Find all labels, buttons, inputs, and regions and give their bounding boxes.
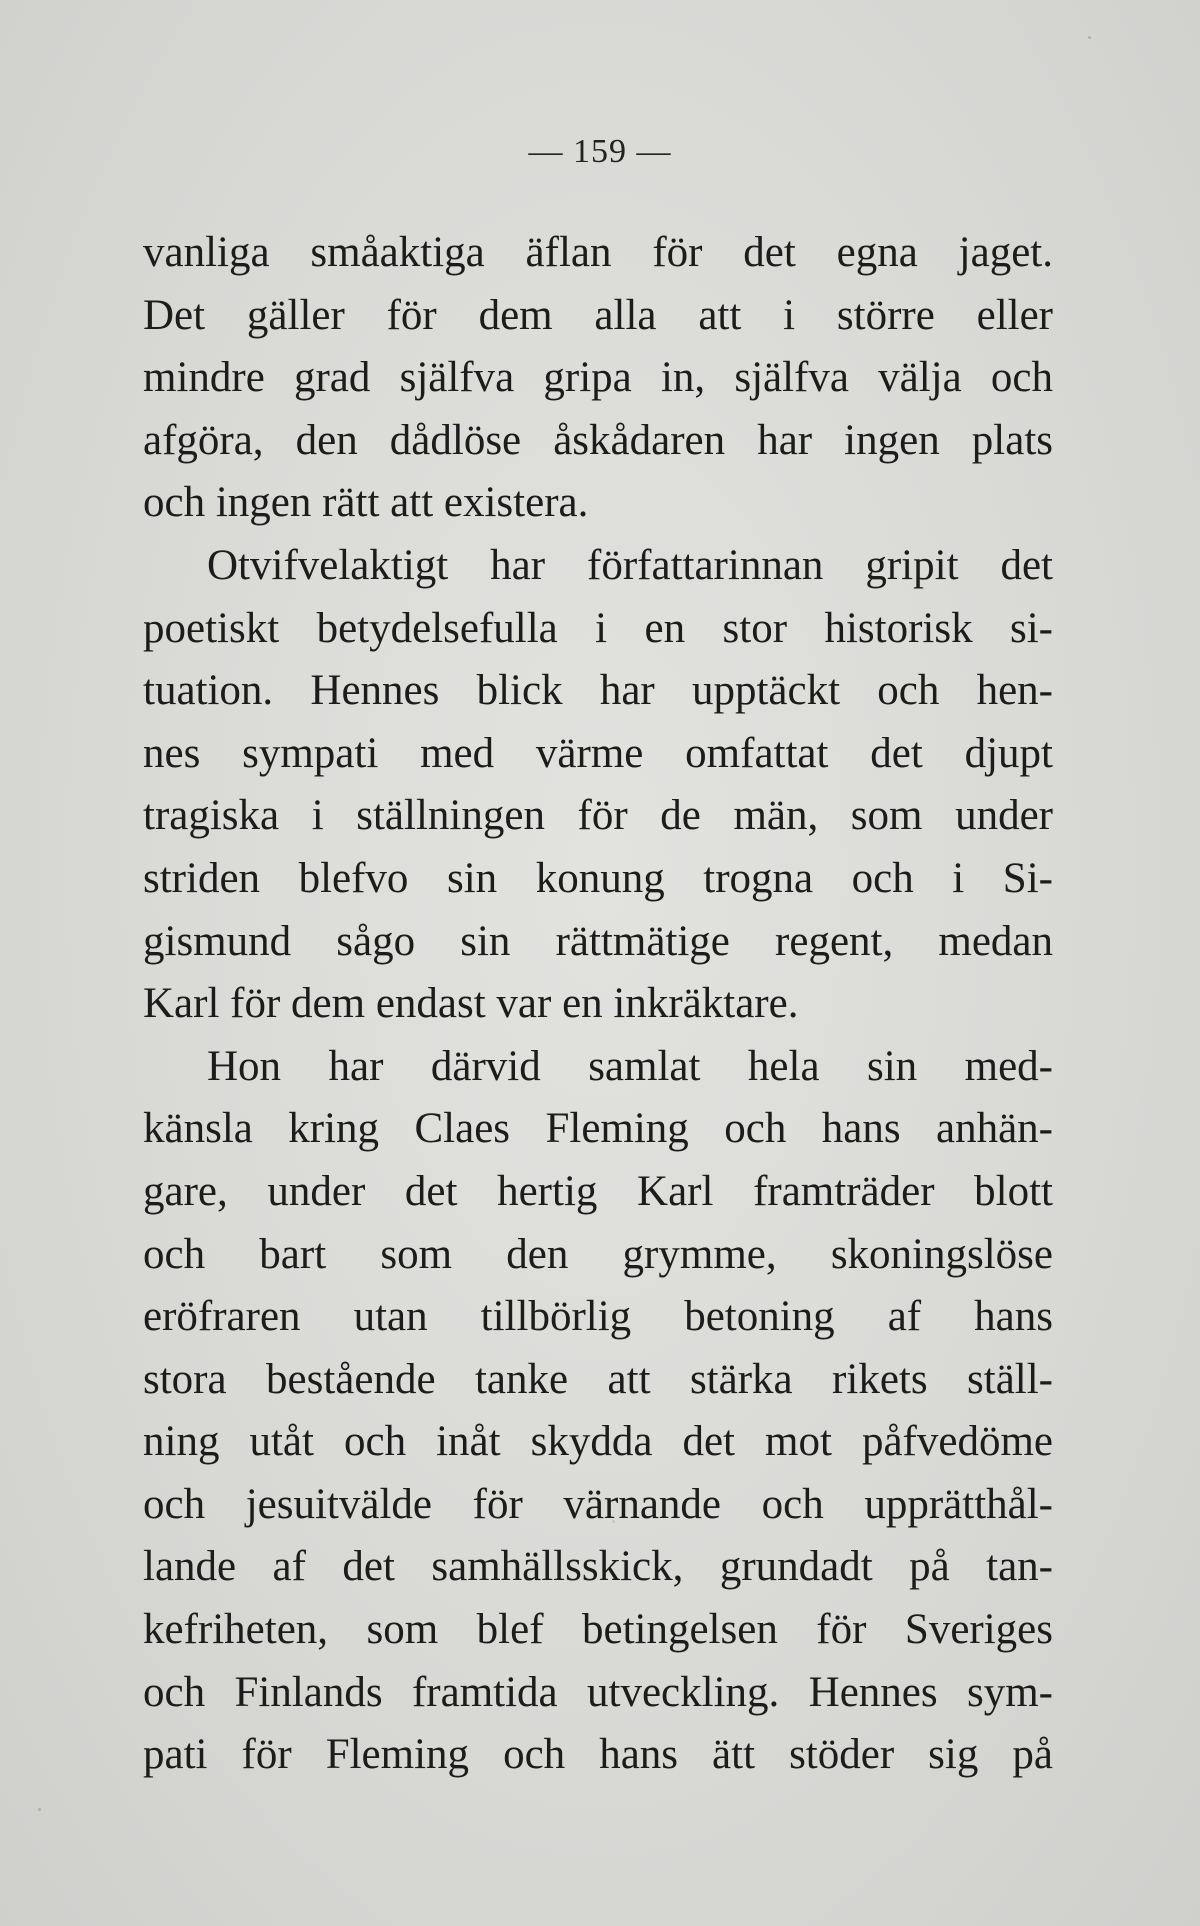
paper-speck bbox=[1088, 36, 1091, 39]
text-line: afgöra, den dådlöse åskådaren har ingen plats bbox=[143, 416, 1053, 464]
text-line: gare, under det hertig Karl framträder blott bbox=[143, 1167, 1053, 1215]
text-line: ning utåt och inåt skydda det mot påfvedöme bbox=[143, 1418, 1053, 1466]
text-line: och Finlands framtida utveckling. Hennes sym- bbox=[143, 1668, 1053, 1716]
text-line: Otvifvelaktigt har författarinnan gripit det bbox=[207, 541, 1053, 589]
page-number: — 159 — bbox=[528, 133, 672, 170]
body-text bbox=[143, 222, 1053, 1787]
text-line: stora bestående tanke att stärka rikets ställ- bbox=[143, 1355, 1053, 1403]
paper-speck bbox=[38, 1808, 41, 1811]
text-line: lande af det samhällsskick, grundadt på tan- bbox=[143, 1543, 1053, 1591]
text-line: nes sympati med värme omfattat det djupt bbox=[143, 729, 1053, 777]
text-line: känsla kring Claes Fleming och hans anhän- bbox=[143, 1105, 1053, 1153]
text-line: och ingen rätt att existera. bbox=[143, 479, 589, 527]
text-line: Hon har därvid samlat hela sin med- bbox=[207, 1042, 1053, 1090]
text-line: mindre grad själfva gripa in, själfva välja och bbox=[143, 354, 1053, 402]
text-line: pati för Fleming och hans ätt stöder sig på bbox=[143, 1731, 1053, 1779]
text-line: vanliga småaktiga äflan för det egna jaget. bbox=[143, 229, 1053, 276]
text-line: striden blefvo sin konung trogna och i Si- bbox=[143, 854, 1053, 902]
text-line: poetiskt betydelsefulla i en stor historisk si- bbox=[143, 604, 1053, 652]
text-line: eröfraren utan tillbörlig betoning af hans bbox=[143, 1293, 1053, 1341]
text-line: Karl för dem endast var en inkräktare. bbox=[143, 980, 799, 1028]
text-line: gismund sågo sin rättmätige regent, medan bbox=[143, 917, 1053, 965]
text-line: kefriheten, som blef betingelsen för Sveriges bbox=[143, 1606, 1053, 1654]
text-line: och bart som den grymme, skoningslöse bbox=[143, 1230, 1053, 1278]
text-line: tragiska i ställningen för de män, som under bbox=[143, 792, 1053, 840]
paper-speck bbox=[612, 1520, 615, 1523]
text-line: och jesuitvälde för värnande och upprätthål- bbox=[143, 1480, 1053, 1528]
text-line: tuation. Hennes blick har upptäckt och hen- bbox=[143, 667, 1053, 715]
text-line: Det gäller för dem alla att i större eller bbox=[143, 291, 1053, 339]
